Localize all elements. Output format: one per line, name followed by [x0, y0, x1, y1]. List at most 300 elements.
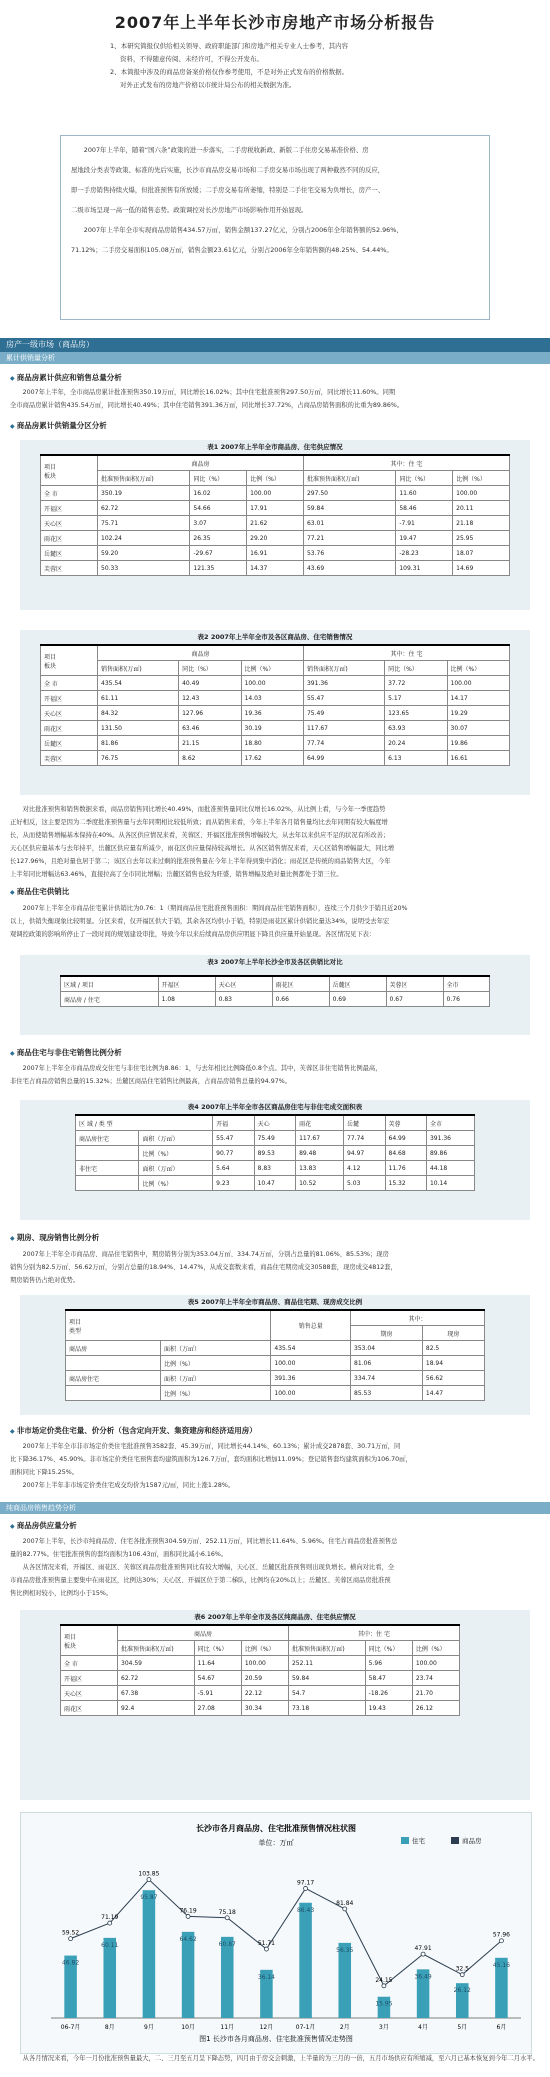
table-head: 项目 [44, 653, 57, 661]
table-cell: 17.91 [247, 501, 304, 516]
table-row [76, 1161, 475, 1176]
table-cell: 16.91 [247, 546, 304, 561]
data-label: 95.87 [140, 1894, 158, 1902]
table-cell: 59.84 [303, 501, 395, 516]
chart-unit: 单位：万㎡ [258, 1839, 294, 1847]
table-cell: 20.11 [453, 501, 510, 516]
table-3 [60, 975, 490, 1007]
section-heading: ◆ 商品房累计供销量分区分析 [10, 420, 107, 431]
table-cell: 121.35 [190, 561, 247, 576]
table-row [41, 706, 510, 721]
table-head: 比例（%） [453, 471, 510, 486]
table-cell: 区域 / 项目 [61, 976, 159, 992]
data-label: 76.19 [179, 1907, 197, 1915]
table-cell: 5.17 [385, 691, 447, 706]
table-cell: 6.13 [385, 751, 447, 766]
data-point [421, 1952, 425, 1956]
table-6-panel [20, 1610, 530, 1800]
data-label: 56.35 [336, 1946, 354, 1954]
table-cell: 21.15 [179, 736, 241, 751]
table-cell: 开福区 [41, 501, 98, 516]
data-point [225, 1916, 229, 1920]
table-cell: 40.49 [179, 676, 241, 691]
table-row [41, 561, 510, 576]
data-point [343, 1907, 347, 1911]
table-cell: 100.00 [271, 1356, 351, 1371]
table-cell: 100.00 [241, 1656, 288, 1671]
table-cell: 芙蓉区 [41, 751, 98, 766]
table-caption: 表1 2007年上半年全市商品房、住宅供应情况 [207, 443, 343, 451]
data-label: 59.52 [61, 1929, 80, 1937]
table-cell [66, 1386, 161, 1401]
para-line: 面积同比下降15.25%。 [10, 1469, 79, 1476]
table-cell: 85.53 [351, 1386, 423, 1401]
data-point [304, 1886, 308, 1890]
table-head: 批准预售面积(万㎡) [303, 471, 395, 486]
tick-label: 10月 [181, 2024, 195, 2031]
table-cell: 58.47 [365, 1671, 412, 1686]
para-line: 全市商品房累计销售435.54万㎡，同比增长40.49%；其中住宅销售391.36万㎡，同比增长37.72%，占商品房销售面积的比重为89.86%。 [10, 402, 404, 409]
data-point [147, 1878, 151, 1882]
table-row [66, 1371, 485, 1386]
table-cell: 面积（万㎡） [161, 1371, 271, 1386]
section-heading: ◆ 非市场定价类住宅量、价分析（包含定向开发、集资建房和经济适用房） [10, 1425, 257, 1436]
table-2 [40, 644, 510, 766]
table-cell: 5.96 [365, 1656, 412, 1671]
table-cell: 0.83 [215, 992, 272, 1007]
table-cell: 54.66 [190, 501, 247, 516]
table-head: 同比（%） [385, 661, 447, 676]
table-head: 同比（%） [190, 471, 247, 486]
table-cell: 94.97 [344, 1146, 385, 1161]
table-row [41, 516, 510, 531]
table-row [61, 1701, 460, 1716]
table-head: 其中：住 宅 [303, 645, 509, 661]
table-cell: 0.66 [272, 992, 329, 1007]
subsection-band: 累计供销量分析 [0, 352, 550, 364]
table-cell: -7.91 [396, 516, 453, 531]
table-head: 天心 [254, 1115, 295, 1131]
table-cell: 天心区 [215, 976, 272, 992]
table-head: 板块 [44, 472, 57, 480]
table-cell: 109.31 [396, 561, 453, 576]
table-head: 岳麓 [344, 1115, 385, 1131]
table-cell: 391.36 [271, 1371, 351, 1386]
table-head: 同比（%） [194, 1641, 241, 1656]
table-4 [75, 1114, 475, 1191]
table-cell: 3.07 [190, 516, 247, 531]
table-cell: 64.99 [385, 1131, 426, 1146]
data-label: 57.96 [492, 1931, 511, 1939]
table-head: 批准预售面积(万㎡) [118, 1641, 195, 1656]
summary-box [60, 135, 490, 320]
table-cell: 75.49 [303, 706, 384, 721]
table-cell: 0.76 [443, 992, 489, 1007]
table-cell: 55.47 [213, 1131, 254, 1146]
table-cell: 19.86 [447, 736, 509, 751]
table-header-row [76, 1115, 475, 1131]
table-head: 比例（%） [247, 471, 304, 486]
para-line: 售比例相对较小，比例均小于15%。 [10, 1590, 113, 1597]
table-cell: 25.95 [453, 531, 510, 546]
table-cell: 开福区 [61, 1671, 118, 1686]
table-cell: -18.26 [365, 1686, 412, 1701]
note-line: 2、本简报中涉及的商品房备案价格仅作参考使用，不是对外正式发布的价格数据。 [110, 68, 349, 76]
table-cell: 63.46 [179, 721, 241, 736]
bar [182, 1932, 195, 2018]
table-cell: 天心区 [41, 516, 98, 531]
table-caption: 表6 2007年上半年全市及各区纯商品房、住宅供应情况 [194, 1613, 356, 1621]
para-line: 2007年上半年全市商品住宅累计供销比为0.76：1（期间商品住宅批准预售面积：期间商品住宅销售面积），连续三个月供少于销且近20% [22, 905, 408, 912]
data-label: 24.15 [375, 1976, 393, 1984]
para-line: 2007年上半年非市场定价类住宅成交均价为1587元/㎡，同比上涨1.28%。 [22, 1482, 235, 1489]
summary-line: 即一手房销售持续火爆，但批准预售有所放缓；二手房交易有所萎缩，特别是二手住宅交易为负增长，房产一、 [71, 186, 385, 194]
paragraph [10, 1062, 540, 1088]
para-line: 2007年上半年全市非市场定价类住宅批准预售3582套、45.39万㎡，同比增长44.14%、60.13%；累计成交2878套、30.71万㎡，同 [22, 1443, 401, 1450]
table-cell: 14.17 [447, 691, 509, 706]
tick-label: 3月 [379, 2024, 389, 2031]
table-cell: 100.00 [241, 676, 303, 691]
table-cell: 131.50 [98, 721, 179, 736]
table-row [76, 1146, 475, 1161]
table-cell: 全市 [443, 976, 489, 992]
section-heading: ◆ 商品房供应量分析 [10, 1520, 77, 1531]
table-cell: 非住宅 [76, 1161, 139, 1176]
bar [218, 1937, 236, 2018]
para-line: 2007年上半年全市商品房、商品住宅销售中，期房销售分别为353.04万㎡、334.74万㎡，分别占总量的81.06%、85.53%；现房 [22, 1251, 389, 1258]
table-cell: 61.11 [98, 691, 179, 706]
table-cell: 商品房 [66, 1341, 161, 1356]
table-head: 其中：住 宅 [288, 1625, 459, 1641]
table-cell: 54.67 [194, 1671, 241, 1686]
table-head: 商品房 [98, 455, 304, 471]
table-row [61, 1686, 460, 1701]
table-head: 芙蓉 [385, 1115, 426, 1131]
table-head: 批准预售面积(万㎡) [98, 471, 190, 486]
table-cell: 21.62 [247, 516, 304, 531]
table-cell: 50.33 [98, 561, 190, 576]
tick-label: 6月 [496, 2024, 507, 2031]
data-point [69, 1937, 73, 1941]
bar [336, 1943, 354, 2018]
table-row [76, 1176, 475, 1191]
data-label: 97.17 [296, 1879, 315, 1887]
para-line: 2007年上半年全市商品房成交住宅与非住宅比例为8.86：1，与去年相比比例降低0.8个点。其中，芙蓉区非住宅销售比例最高， [22, 1065, 382, 1072]
paragraph [10, 1440, 540, 1492]
table-row [41, 486, 510, 501]
table-row [61, 992, 490, 1007]
data-label: 60.87 [218, 1940, 236, 1948]
table-cell: 89.53 [254, 1146, 295, 1161]
data-point [264, 1947, 268, 1951]
table-cell: 21.70 [412, 1686, 459, 1701]
table-cell: 10.14 [426, 1176, 474, 1191]
table-cell: 84.68 [385, 1146, 426, 1161]
table-3-panel [20, 955, 530, 1035]
table-cell: 全 市 [41, 676, 98, 691]
table-cell: 18.80 [241, 736, 303, 751]
table-cell: 4.12 [344, 1161, 385, 1176]
table-5-panel [20, 1295, 530, 1415]
table-cell: 17.62 [241, 751, 303, 766]
table-6 [60, 1624, 460, 1716]
table-head: 项目 [64, 1633, 77, 1641]
table-cell: 天心区 [61, 1686, 118, 1701]
legend-swatch [451, 1837, 459, 1844]
summary-line: 2007年上半年全市实现商品房销售434.57万㎡，销售金额137.27亿元，分别占2006年全年销售额的52.96%、 [83, 226, 403, 234]
chart-caption: 图1 长沙市各月商品房、住宅批准预售情况走势图 [199, 2035, 353, 2043]
para-line: 长，从而使销售增幅基本保持在40%。从各区供应情况来看，芙蓉区、开福区批准预售增幅较大，从去年以来供应不足的状况有所改善； [10, 832, 390, 839]
legend-swatch [401, 1837, 409, 1844]
table-cell: 12.43 [179, 691, 241, 706]
table-head: 比例（%） [241, 1641, 288, 1656]
data-label: 64.62 [179, 1935, 197, 1943]
paragraph [10, 803, 540, 881]
table-body [66, 1341, 485, 1401]
table-cell: 10.47 [254, 1176, 295, 1191]
table-head: 区 域 / 类 型 [76, 1115, 213, 1131]
table-row [61, 1656, 460, 1671]
data-label: 32.5 [455, 1965, 469, 1973]
para-line: 观调控政策的影响所停止了一段时间的规划建设审批，导致今年以来后续商品房供应明显下降且供应量开始显现。各区情况见下表： [10, 931, 376, 938]
para-line: 以上，供销失衡现象比较明显。分区来看，仅开福区供大于销，其余各区均供小于销，特别是雨花区累计供销比量达34%，说明受去年宏 [10, 918, 390, 925]
table-cell: 面积（万㎡） [161, 1341, 271, 1356]
section-heading: ◆ 期房、现房销售比例分析 [10, 1232, 99, 1243]
table-head: 销售总量 [271, 1310, 351, 1341]
table-cell: 开福区 [158, 976, 215, 992]
data-label: 36.14 [257, 1973, 276, 1981]
table-head: 同比（%） [179, 661, 241, 676]
tick-label: 9月 [144, 2024, 154, 2031]
table-cell: 90.77 [213, 1146, 254, 1161]
table-cell: 56.62 [422, 1371, 484, 1386]
table-head: 其中：住 宅 [303, 455, 509, 471]
table-cell: 102.24 [98, 531, 190, 546]
table-row [41, 676, 510, 691]
table-cell: 岳麓区 [41, 546, 98, 561]
table-cell: 297.50 [303, 486, 395, 501]
table-cell: 30.34 [241, 1701, 288, 1716]
table-body [41, 486, 510, 576]
table-cell: 商品房住宅 [76, 1131, 139, 1146]
table-head: 期房 [351, 1326, 423, 1341]
table-cell: 26.35 [190, 531, 247, 546]
table-cell: 334.74 [351, 1371, 423, 1386]
table-head: 比例（%） [447, 661, 509, 676]
table-1 [40, 454, 510, 576]
table-cell: 天心区 [41, 706, 98, 721]
table-cell: 商品房住宅 [66, 1371, 161, 1386]
table-1-panel [20, 440, 530, 610]
table-cell: 75.71 [98, 516, 190, 531]
paragraph [10, 386, 540, 412]
table-row [66, 1386, 485, 1401]
table-head: 同比（%） [396, 471, 453, 486]
para-line: 从各区情况来看，开福区、雨花区、芙蓉区商品房批准预售同比有较大增幅，天心区、岳麓区批准预售则出现负增长。横向对比看，全 [22, 1564, 395, 1571]
para-line: 市商品房批准预售量主要集中在雨花区，比例达30%；天心区、开福区位于第二梯队，比例均在20%以上；岳麓区、芙蓉区商品房批准预 [10, 1577, 391, 1584]
table-cell: 面积（万㎡） [139, 1161, 213, 1176]
table-cell: 芙蓉区 [386, 976, 443, 992]
legend-label: 住宅 [412, 1837, 425, 1845]
data-label: 75.18 [218, 1908, 236, 1916]
para-line: 2007年上半年，全市商品房累计批准预售350.19万㎡，同比增长16.02%；其中住宅批准预售297.50万㎡，同比增长11.60%。同期 [22, 389, 396, 396]
table-head: 批准预售面积(万㎡) [288, 1641, 365, 1656]
data-point [108, 1921, 112, 1925]
table-cell: 15.32 [385, 1176, 426, 1191]
note-line: 资料，不得随意传阅、未经许可，不得公开发布。 [120, 55, 263, 63]
table-cell: 58.46 [396, 501, 453, 516]
table-cell: 雨花区 [41, 721, 98, 736]
table-head: 板块 [44, 662, 57, 670]
table-cell: 391.36 [303, 676, 384, 691]
table-2-panel [20, 630, 530, 795]
summary-line: 屋地段分类表等政策、标准的先后实施，长沙市商品房交易市场和二手房交易市场出现了两种截然不同的反应， [71, 166, 385, 174]
table-cell: 123.65 [385, 706, 447, 721]
tick-label: 5月 [457, 2024, 468, 2031]
table-cell: 81.86 [98, 736, 179, 751]
table-row [61, 1671, 460, 1686]
table-cell: 14.47 [422, 1386, 484, 1401]
table-cell: 117.67 [303, 721, 384, 736]
table-cell: 19.29 [447, 706, 509, 721]
data-label: 47.91 [414, 1945, 432, 1953]
table-row [41, 751, 510, 766]
table-row [41, 736, 510, 751]
table-cell: 304.59 [118, 1656, 195, 1671]
table-row [66, 1356, 485, 1371]
bar-chart [21, 1813, 531, 2053]
table-cell: 雨花区 [61, 1701, 118, 1716]
footer-paragraph: 从各月情况来看，今年一月份批准预售量最大，二、三月至五月呈下降态势，四月由于房交会刺激，上半量的为三月的一倍，五月市场供应有所缩减，至六月已基本恢复到今年二月水平。 [22, 2055, 539, 2062]
table-cell: 19.43 [365, 1701, 412, 1716]
summary-line: 二级市场呈现一高一低的销售态势。政策调控对长沙房地产市场影响作用开始显现。 [71, 206, 308, 214]
note-line: 1、本研究简报仅供给相关领导、政府职能部门和房地产相关专业人士参考，其内容 [110, 42, 349, 50]
table-cell: 81.06 [351, 1356, 423, 1371]
data-label: 60.11 [101, 1941, 119, 1949]
table-cell: 435.54 [98, 676, 179, 691]
table-cell: -28.23 [396, 546, 453, 561]
table-row [41, 691, 510, 706]
table-cell: 14.37 [247, 561, 304, 576]
table-cell: 雨花区 [41, 531, 98, 546]
table-cell: 8.83 [254, 1161, 295, 1176]
table-row [41, 501, 510, 516]
table-cell: 岳麓区 [329, 976, 386, 992]
table-cell: 59.84 [288, 1671, 365, 1686]
table-4-panel [20, 1100, 530, 1220]
table-cell: 全 市 [61, 1656, 118, 1671]
table-row [41, 546, 510, 561]
data-point [499, 1939, 503, 1943]
table-cell: 44.18 [426, 1161, 474, 1176]
table-cell: 82.5 [422, 1341, 484, 1356]
chart-title: 长沙市各月商品房、住宅批准预售情况柱状图 [196, 1824, 356, 1833]
table-cell: 22.12 [241, 1686, 288, 1701]
section-heading: ◆ 商品住宅与非住宅销售比例分析 [10, 1047, 122, 1058]
table-cell: 353.04 [351, 1341, 423, 1356]
table-cell: 117.67 [296, 1131, 344, 1146]
summary-line: 71.12%；二手房交易面积105.08万㎡，销售金额23.61亿元，分别占2006年全年销售额的48.25%、54.44%。 [71, 246, 393, 254]
table-cell: 13.83 [296, 1161, 344, 1176]
table-cell: 芙蓉区 [41, 561, 98, 576]
table-cell: 100.00 [453, 486, 510, 501]
bar [101, 1938, 119, 2018]
data-label: 81.84 [336, 1899, 354, 1907]
para-line: 对比批准预售和销售数据来看，商品房销售同比增长40.49%，而批准预售量同比仅增长16.02%，从比例上看，与今年一季度趋势 [22, 806, 386, 813]
table-cell: 比例（%） [139, 1176, 213, 1191]
table-caption: 表4 2007年上半年全市各区商品房住宅与非住宅成交面积表 [187, 1103, 363, 1111]
tick-label: 4月 [418, 2024, 428, 2031]
table-row [41, 721, 510, 736]
table-cell: 11.76 [385, 1161, 426, 1176]
para-line: 期房销售仍占绝对优势。 [10, 1277, 80, 1284]
paragraph [10, 1248, 540, 1287]
tick-label: 11月 [220, 2024, 235, 2031]
table-cell: 100.00 [247, 486, 304, 501]
tick-label: 8月 [104, 2024, 115, 2031]
para-line: 2007年上半年，长沙市纯商品房、住宅各批准预售304.59万㎡、252.11万㎡，同比增长11.64%、5.96%。住宅占商品房批准预售总 [22, 1538, 398, 1545]
data-point [460, 1973, 464, 1977]
section-band: 房产一级市场（商品房） [0, 338, 550, 352]
table-cell: 100.00 [412, 1656, 459, 1671]
table-caption: 表5 2007年上半年全市商品房、商品住宅期、现房成交比例 [187, 1298, 363, 1306]
table-body [61, 1656, 460, 1716]
table-5 [65, 1309, 485, 1401]
table-cell: 43.69 [303, 561, 395, 576]
table-row [41, 531, 510, 546]
table-cell: 54.7 [288, 1686, 365, 1701]
table-cell: 127.96 [179, 706, 241, 721]
tick-label: 06-7月 [60, 2024, 81, 2031]
table-head: 商品房 [98, 645, 304, 661]
legend-label: 商品房 [462, 1837, 482, 1845]
table-cell: 18.94 [422, 1356, 484, 1371]
table-cell: 岳麓区 [41, 736, 98, 751]
table-cell: 59.20 [98, 546, 190, 561]
table-head: 现房 [422, 1326, 484, 1341]
table-head: 比例（%） [241, 661, 303, 676]
table-cell: 55.47 [303, 691, 384, 706]
table-cell: 9.23 [213, 1176, 254, 1191]
series-line [71, 1880, 502, 1986]
data-point [186, 1914, 190, 1918]
table-cell: 23.74 [412, 1671, 459, 1686]
table-cell: 11.64 [194, 1656, 241, 1671]
table-cell: 350.19 [98, 486, 190, 501]
data-label: 36.49 [414, 1973, 432, 1981]
table-head: 项目 [69, 1318, 82, 1326]
table-cell: 53.76 [303, 546, 395, 561]
table-cell: 84.32 [98, 706, 179, 721]
table-cell: 16.61 [447, 751, 509, 766]
table-cell: 67.38 [118, 1686, 195, 1701]
table-cell: 63.01 [303, 516, 395, 531]
para-line: 比下降36.17%、45.90%。非市场定价类住宅预售套均建筑面积为126.7万㎡，套均面积比增加11.09%；登记销售套均建筑面积为106.70㎡， [10, 1456, 412, 1463]
table-cell: 商品房 / 住宅 [61, 992, 159, 1007]
table-cell [76, 1146, 139, 1161]
table-cell: 27.08 [194, 1701, 241, 1716]
tick-label: 07-1月 [295, 2024, 316, 2031]
para-line: 天心区供应量基本与去年持平，岳麓区供应量有所减少，雨花区供应量保持较高增长。从各区销售情况来看，天心区销售增幅最大，同比增 [10, 845, 395, 852]
data-label: 26.12 [453, 1987, 471, 1995]
section-heading: ◆ 商品住宅供销比 [10, 886, 69, 897]
para-line: 量的82.77%。住宅批准预售的套均面积为106.43㎡，面积同比减小6.16%。 [10, 1551, 228, 1558]
table-row [76, 1131, 475, 1146]
table-cell: 比例（%） [139, 1146, 213, 1161]
tick-label: 12月 [259, 2024, 274, 2031]
table-cell: 21.18 [453, 516, 510, 531]
data-label: 103.85 [138, 1870, 160, 1878]
